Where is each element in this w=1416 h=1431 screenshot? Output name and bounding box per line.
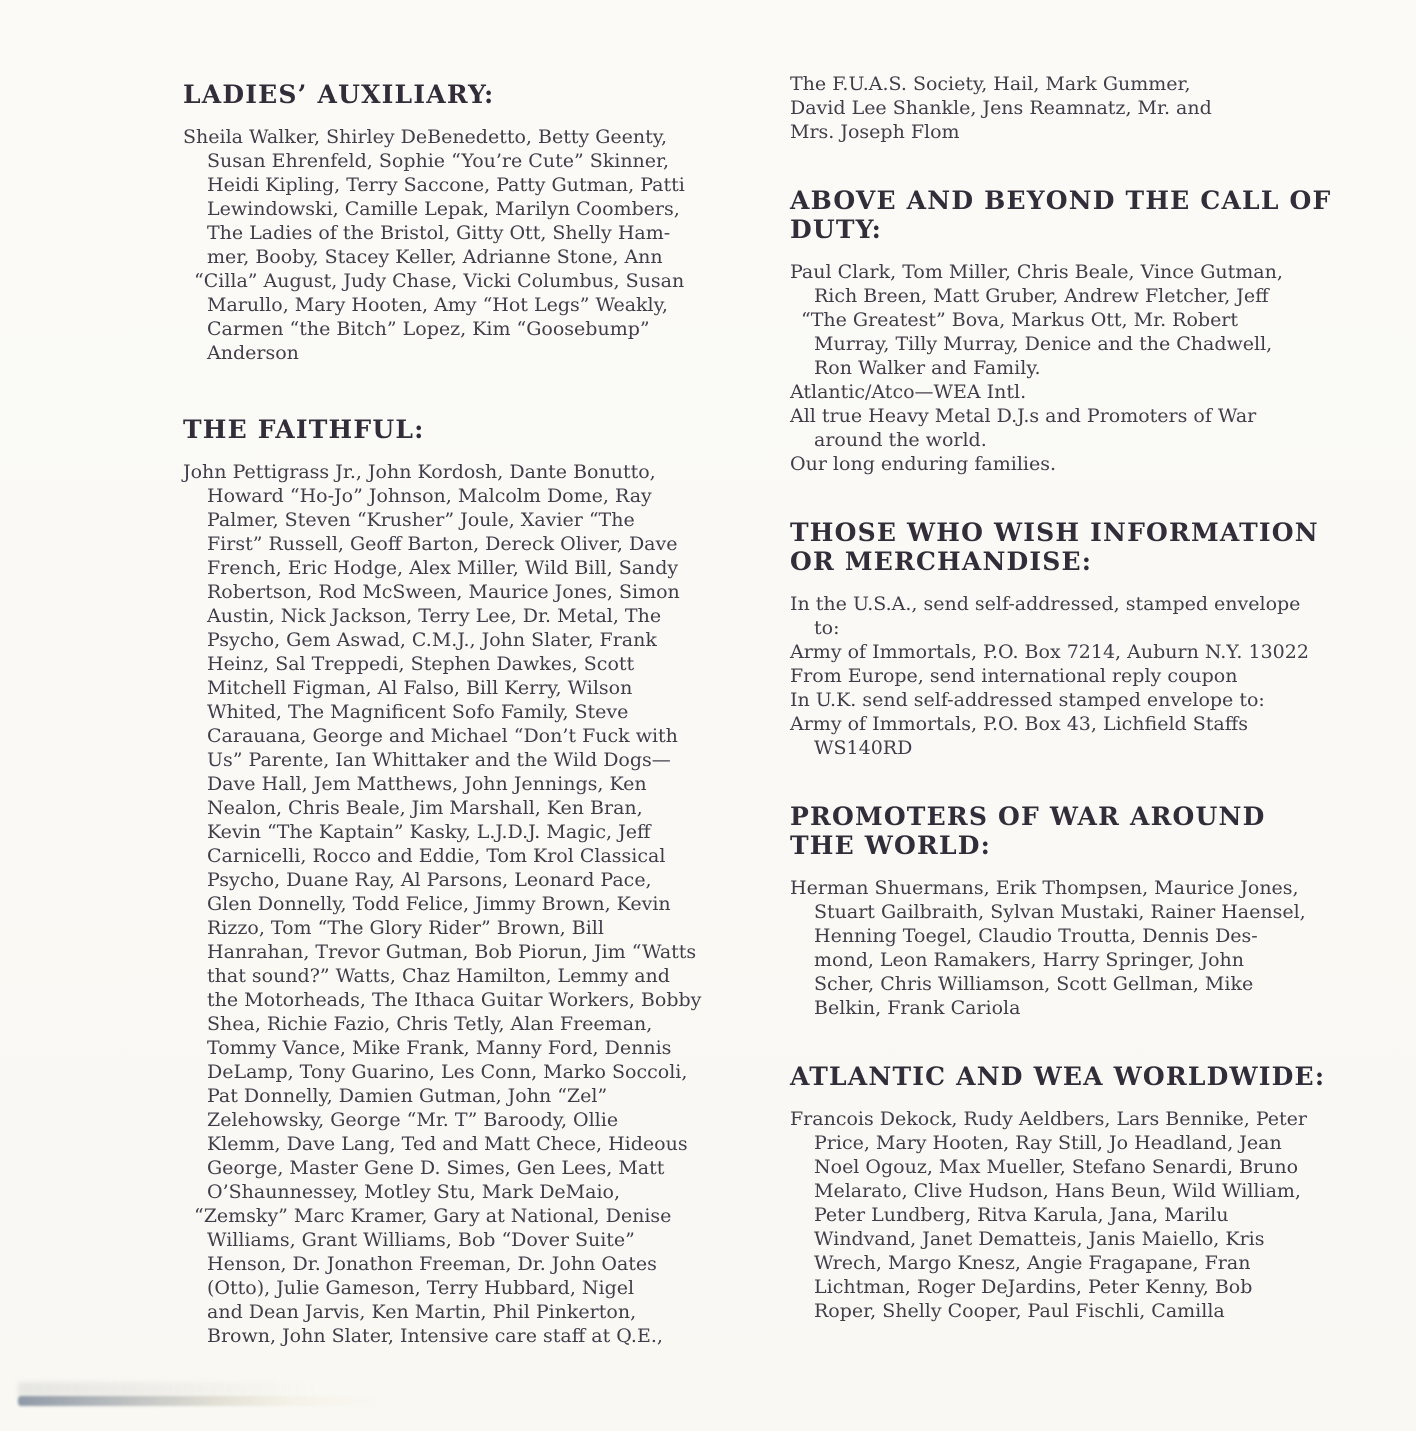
section-above-and-beyond-the-call-of-duty [790, 186, 1335, 476]
section-fuas-continuation [790, 72, 1335, 144]
credit-line: In U.K. send self-addressed stamped envelope to: [790, 689, 1265, 711]
credit-line: “Cilla” August, Judy Chase, Vicki Columbus, Susan [194, 270, 685, 292]
credit-line: the Motorheads, The Ithaca Guitar Workers, Bobby [207, 989, 702, 1011]
credit-line: Brown, John Slater, Intensive care staff at Q.E., [207, 1325, 663, 1347]
section-heading-promoters-of-war-around-the-world [790, 802, 1335, 860]
credit-line: Paul Clark, Tom Miller, Chris Beale, Vince Gutman, [790, 261, 1283, 283]
credit-line: Mitchell Figman, Al Falso, Bill Kerry, Wilson [207, 677, 633, 699]
credit-line: that sound?” Watts, Chaz Hamilton, Lemmy and [207, 965, 670, 987]
credit-line: All true Heavy Metal D.J.s and Promoters of War [790, 405, 1257, 427]
scan-artifact-smudge [18, 1396, 383, 1406]
credit-line: Army of Immortals, P.O. Box 7214, Auburn N.Y. 13022 [790, 641, 1309, 663]
credit-line: Robertson, Rod McSween, Maurice Jones, Simon [207, 581, 680, 603]
credit-line: Stuart Gailbraith, Sylvan Mustaki, Rainer Haensel, [814, 901, 1306, 923]
section-body-the-faithful [183, 460, 708, 1348]
section-heading-those-who-wish-information-or-merchandise [790, 518, 1335, 576]
section-heading-ladies-auxiliary [183, 80, 708, 109]
section-heading-atlantic-and-wea-worldwide [790, 1062, 1335, 1091]
section-promoters-of-war-around-the-world [790, 802, 1335, 1020]
credit-line: Francois Dekock, Rudy Aeldbers, Lars Bennike, Peter [790, 1108, 1307, 1130]
credit-line: Henning Toegel, Claudio Troutta, Dennis Des- [814, 925, 1258, 947]
credit-line: Psycho, Gem Aswad, C.M.J., John Slater, Frank [207, 629, 657, 651]
credit-line: Kevin “The Kaptain” Kasky, L.J.D.J. Magic, Jeff [207, 821, 651, 843]
credit-line: Carnicelli, Rocco and Eddie, Tom Krol Classical [207, 845, 666, 867]
credit-line: First” Russell, Geoff Barton, Dereck Oliver, Dave [207, 533, 678, 555]
section-those-who-wish-information-or-merchandise [790, 518, 1335, 760]
credit-line: French, Eric Hodge, Alex Miller, Wild Bill, Sandy [207, 557, 679, 579]
credit-line: “The Greatest” Bova, Markus Ott, Mr. Robert [801, 309, 1239, 331]
credit-line: Roper, Shelly Cooper, Paul Fischli, Camilla [814, 1300, 1225, 1322]
section-heading-line: PROMOTERS OF WAR AROUND [790, 802, 1266, 831]
credit-line: Price, Mary Hooten, Ray Still, Jo Headland, Jean [814, 1132, 1282, 1154]
credits-column-right [790, 72, 1335, 1323]
credit-line: Glen Donnelly, Todd Felice, Jimmy Brown, Kevin [207, 893, 671, 915]
credit-line: Palmer, Steven “Krusher” Joule, Xavier “The [207, 509, 635, 531]
credit-line: Henson, Dr. Jonathon Freeman, Dr. John Oates [207, 1253, 657, 1275]
credit-line: Austin, Nick Jackson, Terry Lee, Dr. Metal, The [207, 605, 662, 627]
section-heading-line: OR MERCHANDISE: [790, 547, 1093, 576]
credit-line: Psycho, Duane Ray, Al Parsons, Leonard Pace, [207, 869, 652, 891]
section-body-atlantic-and-wea-worldwide [790, 1107, 1335, 1323]
credit-line: WS140RD [814, 737, 913, 759]
credit-line: Us” Parente, Ian Whittaker and the Wild Dogs— [207, 749, 671, 771]
section-heading-line: THOSE WHO WISH INFORMATION [790, 518, 1319, 547]
credit-line: and Dean Jarvis, Ken Martin, Phil Pinkerton, [207, 1301, 637, 1323]
credit-line: Lewindowski, Camille Lepak, Marilyn Coombers, [207, 198, 680, 220]
credit-line: Ron Walker and Family. [814, 357, 1041, 379]
credit-line: Marullo, Mary Hooten, Amy “Hot Legs” Weakly, [207, 294, 668, 316]
credit-line: Rich Breen, Matt Gruber, Andrew Fletcher, Jeff [814, 285, 1269, 307]
credit-line: Murray, Tilly Murray, Denice and the Chadwell, [814, 333, 1273, 355]
credit-line: Lichtman, Roger DeJardins, Peter Kenny, Bob [814, 1276, 1253, 1298]
credit-line: DeLamp, Tony Guarino, Les Conn, Marko Soccoli, [207, 1061, 688, 1083]
section-body-fuas-continuation [790, 72, 1335, 144]
credit-line: “Zemsky” Marc Kramer, Gary at National, Denise [194, 1205, 672, 1227]
credit-line: George, Master Gene D. Simes, Gen Lees, Matt [207, 1157, 665, 1179]
credit-line: David Lee Shankle, Jens Reamnatz, Mr. and [790, 97, 1212, 119]
credit-line: Zelehowsky, George “Mr. T” Baroody, Ollie [207, 1109, 619, 1131]
section-heading-line: ABOVE AND BEYOND THE CALL OF [790, 186, 1332, 215]
credit-line: (Otto), Julie Gameson, Terry Hubbard, Nigel [207, 1277, 635, 1299]
credit-line: Anderson [207, 342, 299, 364]
credit-line: From Europe, send international reply coupon [790, 665, 1238, 687]
credit-line: Carauana, George and Michael “Don’t Fuck with [207, 725, 678, 747]
credit-line: Windvand, Janet Dematteis, Janis Maiello, Kris [814, 1228, 1265, 1250]
credit-line: Klemm, Dave Lang, Ted and Matt Chece, Hideous [207, 1133, 688, 1155]
section-heading-line: THE FAITHFUL: [183, 415, 425, 444]
credit-line: Tommy Vance, Mike Frank, Manny Ford, Dennis [207, 1037, 672, 1059]
credit-line: mond, Leon Ramakers, Harry Springer, John [814, 949, 1245, 971]
credit-line: Noel Ogouz, Max Mueller, Stefano Senardi, Bruno [814, 1156, 1299, 1178]
credit-line: mer, Booby, Stacey Keller, Adrianne Stone, Ann [207, 246, 663, 268]
section-heading-line: DUTY: [790, 215, 883, 244]
section-heading-line: THE WORLD: [790, 831, 992, 860]
section-atlantic-and-wea-worldwide [790, 1062, 1335, 1323]
credit-line: Belkin, Frank Cariola [814, 997, 1021, 1019]
credit-line: Carmen “the Bitch” Lopez, Kim “Goosebump” [207, 318, 650, 340]
section-body-ladies-auxiliary [183, 125, 708, 365]
credit-line: Herman Shuermans, Erik Thompsen, Maurice Jones, [790, 877, 1299, 899]
credit-line: Mrs. Joseph Flom [790, 121, 960, 143]
credit-line: In the U.S.A., send self-addressed, stamped envelope [790, 593, 1301, 615]
section-heading-line: ATLANTIC AND WEA WORLDWIDE: [790, 1062, 1326, 1091]
credit-line: John Pettigrass Jr., John Kordosh, Dante Bonutto, [183, 461, 656, 483]
credit-line: to: [814, 617, 840, 639]
section-the-faithful [183, 415, 708, 1348]
credit-line: O’Shaunnessey, Motley Stu, Mark DeMaio, [207, 1181, 621, 1203]
credit-line: Rizzo, Tom “The Glory Rider” Brown, Bill [207, 917, 604, 939]
credit-line: Scher, Chris Williamson, Scott Gellman, Mike [814, 973, 1254, 995]
credit-line: The Ladies of the Bristol, Gitty Ott, Shelly Ham- [207, 222, 671, 244]
credit-line: Howard “Ho-Jo” Johnson, Malcolm Dome, Ray [207, 485, 652, 507]
credit-line: Peter Lundberg, Ritva Karula, Jana, Marilu [814, 1204, 1229, 1226]
credit-line: Heidi Kipling, Terry Saccone, Patty Gutman, Patti [207, 174, 685, 196]
credits-column-left [183, 80, 708, 1348]
section-ladies-auxiliary [183, 80, 708, 365]
credit-line: Williams, Grant Williams, Bob “Dover Suite” [207, 1229, 635, 1251]
credit-line: Nealon, Chris Beale, Jim Marshall, Ken Bran, [207, 797, 643, 819]
credit-line: Dave Hall, Jem Matthews, John Jennings, Ken [207, 773, 647, 795]
credit-line: The F.U.A.S. Society, Hail, Mark Gummer, [790, 73, 1191, 95]
credit-line: Shea, Richie Fazio, Chris Tetly, Alan Freeman, [207, 1013, 653, 1035]
section-heading-above-and-beyond-the-call-of-duty [790, 186, 1335, 244]
credit-line: Army of Immortals, P.O. Box 43, Lichfield Staffs [790, 713, 1248, 735]
credit-line: Pat Donnelly, Damien Gutman, John “Zel” [207, 1085, 608, 1107]
section-body-above-and-beyond-the-call-of-duty [790, 260, 1335, 476]
section-body-promoters-of-war-around-the-world [790, 876, 1335, 1020]
credit-line: Our long enduring families. [790, 453, 1057, 475]
credit-line: Whited, The Magnificent Sofo Family, Steve [207, 701, 629, 723]
section-body-those-who-wish-information-or-merchandise [790, 592, 1335, 760]
section-heading-the-faithful [183, 415, 708, 444]
credit-line: Sheila Walker, Shirley DeBenedetto, Betty Geenty, [183, 126, 668, 148]
credit-line: Susan Ehrenfeld, Sophie “You’re Cute” Skinner, [207, 150, 670, 172]
section-heading-line: LADIES’ AUXILIARY: [183, 80, 495, 109]
credit-line: Atlantic/Atco—WEA Intl. [790, 381, 1027, 403]
credit-line: Melarato, Clive Hudson, Hans Beun, Wild William, [814, 1180, 1301, 1202]
credit-line: Wrech, Margo Knesz, Angie Fragapane, Fran [814, 1252, 1251, 1274]
credit-line: Heinz, Sal Treppedi, Stephen Dawkes, Scott [207, 653, 635, 675]
credit-line: around the world. [814, 429, 987, 451]
credit-line: Hanrahan, Trevor Gutman, Bob Piorun, Jim “Watts [207, 941, 697, 963]
